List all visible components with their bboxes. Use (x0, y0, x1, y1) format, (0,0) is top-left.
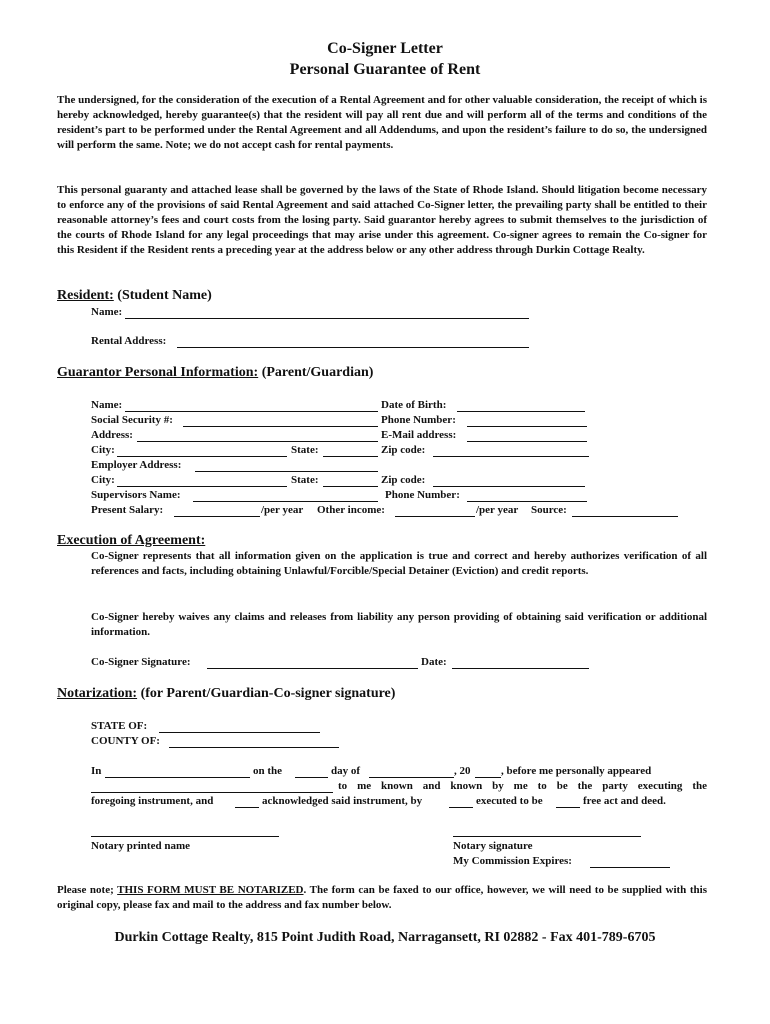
notary-signature-field[interactable] (453, 836, 641, 837)
state-label: State: (291, 444, 319, 456)
other-income-field[interactable] (395, 516, 475, 517)
guarantor-name-field[interactable] (125, 411, 378, 412)
notary-executed-text: executed to be (476, 795, 543, 807)
notary-in-field[interactable] (105, 777, 250, 778)
intro-paragraph: The undersigned, for the consideration of the execution of a Rental Agreement and for other valuable consideration, the receipt of which is hereby acknowledged, hereby guarantee(s) that the resident will pay all rent due and will perform all of the terms and conditions of the resident’s part to be performed under the Rental Agreement and all Addendums, and upon the resident’s failure to do so, the undersigned will perform the same. Note; we do not accept cash for rental payments. (57, 94, 707, 151)
supervisor-phone-label: Phone Number: (385, 489, 460, 501)
city-field[interactable] (117, 456, 287, 457)
notary-free-act-text: free act and deed. (583, 795, 666, 807)
state-of-label: STATE OF: (91, 720, 148, 732)
other-income-label: Other income: (317, 504, 385, 516)
rental-address-label: Rental Address: (91, 335, 167, 347)
guarantor-heading-label: Guarantor Personal Information: (57, 365, 259, 380)
supervisor-label: Supervisors Name: (91, 489, 181, 501)
please-note-rest: . The form can be faxed to our office, however, we will need to be supplied with this original copy, please fax and mail to the address and fax number below. (57, 884, 707, 911)
phone-label: Phone Number: (381, 414, 456, 426)
document-title: Co-Signer Letter (327, 40, 443, 57)
notary-day-field[interactable] (295, 777, 328, 778)
dob-field[interactable] (457, 411, 585, 412)
state-of-field[interactable] (159, 732, 320, 733)
notary-known-by-text: to me known and known by me to be the party executing the (338, 780, 707, 792)
resident-heading-sub: (Student Name) (113, 288, 212, 303)
execution-heading-label: Execution of Agreement: (57, 533, 206, 548)
employer-zip-field[interactable] (433, 486, 585, 487)
notary-printed-name-label: Notary printed name (91, 840, 190, 852)
execution-heading (57, 532, 205, 550)
appeared-party-field[interactable] (91, 792, 333, 793)
address-label: Address: (91, 429, 133, 441)
notarization-heading (57, 685, 395, 703)
employer-address-field[interactable] (195, 471, 378, 472)
guarantor-heading-sub: (Parent/Guardian) (258, 365, 374, 380)
employer-city-label: City: (91, 474, 115, 486)
governing-law-paragraph: This personal guaranty and attached lease shall be governed by the laws of the State of Rhode Island. Should litigation become necessary to enforce any of the provisions of said Rental Agreement and said attached Co-Signer letter, the prevailing party shall be entitled to their reasonable attorney’s fees and court costs from the losing party. Said guarantor hereby agrees to submit themselves to the jurisdiction of the courts of Rhode Island for any legal proceedings that may arise under this agreement. Co-signer agrees to remain the Co-signer for this Resident if the Resident rents a preceding year at the address below or any other address through Durkin Cottage Realty. (57, 184, 707, 256)
notary-signature-label: Notary signature (453, 840, 533, 852)
guarantor-heading (57, 364, 373, 382)
notarization-heading-label: Notarization: (57, 686, 138, 701)
zip-label: Zip code: (381, 444, 426, 456)
resident-name-label: Name: (91, 306, 123, 318)
notary-day-of-text: day of (331, 765, 361, 777)
signature-date-field[interactable] (452, 668, 589, 669)
signature-date-label: Date: (421, 656, 447, 668)
notary-before-me-text: , before me personally appeared (501, 765, 652, 777)
salary-label: Present Salary: (91, 504, 164, 516)
ssn-label: Social Security #: (91, 414, 173, 426)
please-note-prefix: Please note; (57, 884, 118, 896)
rental-address-field[interactable] (177, 347, 529, 348)
acknowledging-party-field[interactable] (235, 807, 259, 808)
city-label: City: (91, 444, 115, 456)
income-source-field[interactable] (572, 516, 678, 517)
dob-label: Date of Birth: (381, 399, 447, 411)
employer-address-label: Employer Address: (91, 459, 182, 471)
supervisor-phone-field[interactable] (467, 501, 587, 502)
notary-year-prefix: , 20 (454, 765, 471, 777)
must-be-notarized-notice: THIS FORM MUST BE NOTARIZED (117, 884, 304, 896)
employer-city-field[interactable] (117, 486, 287, 487)
notary-in-text: In (91, 765, 102, 777)
notary-year-field[interactable] (475, 777, 501, 778)
other-income-per-year: /per year (476, 504, 519, 516)
salary-per-year: /per year (261, 504, 304, 516)
please-note-paragraph (57, 883, 707, 913)
ssn-field[interactable] (183, 426, 378, 427)
resident-name-field[interactable] (125, 318, 529, 319)
email-field[interactable] (467, 441, 587, 442)
notary-on-the-text: on the (253, 765, 283, 777)
county-of-field[interactable] (169, 747, 339, 748)
notary-printed-name-field[interactable] (91, 836, 279, 837)
phone-field[interactable] (467, 426, 587, 427)
state-field[interactable] (323, 456, 378, 457)
employer-state-field[interactable] (323, 486, 378, 487)
zip-field[interactable] (433, 456, 589, 457)
county-of-label: COUNTY OF: (91, 735, 160, 747)
notary-foregoing-text: foregoing instrument, and (91, 795, 214, 807)
instrument-by-field[interactable] (449, 807, 473, 808)
address-field[interactable] (137, 441, 378, 442)
resident-heading-label: Resident: (57, 288, 114, 303)
notarization-heading-sub: (for Parent/Guardian-Co-signer signature) (137, 686, 396, 701)
supervisor-field[interactable] (193, 501, 378, 502)
employer-state-label: State: (291, 474, 319, 486)
resident-heading (57, 287, 212, 305)
commission-expires-field[interactable] (590, 867, 670, 868)
execution-paragraph-2: Co-Signer hereby waives any claims and releases from liability any person providing of obtaining said verification or additional information. (91, 611, 707, 638)
document-subtitle: Personal Guarantee of Rent (289, 61, 481, 78)
notary-month-field[interactable] (369, 777, 454, 778)
footer-address: Durkin Cottage Realty, 815 Point Judith Road, Narragansett, RI 02882 - Fax 401-789-6705 (114, 930, 656, 945)
cosigner-signature-field[interactable] (207, 668, 418, 669)
salary-field[interactable] (174, 516, 260, 517)
commission-expires-label: My Commission Expires: (453, 855, 572, 867)
execution-paragraph-1: Co-Signer represents that all information given on the application is true and correct and hereby authorizes verification of all references and facts, including obtaining Unlawful/Forcible/Special Detainer (Eviction) and credit reports. (91, 550, 707, 577)
email-label: E-Mail address: (381, 429, 457, 441)
guarantor-name-label: Name: (91, 399, 123, 411)
notary-acknowledged-text: acknowledged said instrument, by (262, 795, 423, 807)
employer-zip-label: Zip code: (381, 474, 426, 486)
executed-by-field[interactable] (556, 807, 580, 808)
income-source-label: Source: (531, 504, 567, 516)
cosigner-signature-label: Co-Signer Signature: (91, 656, 191, 668)
